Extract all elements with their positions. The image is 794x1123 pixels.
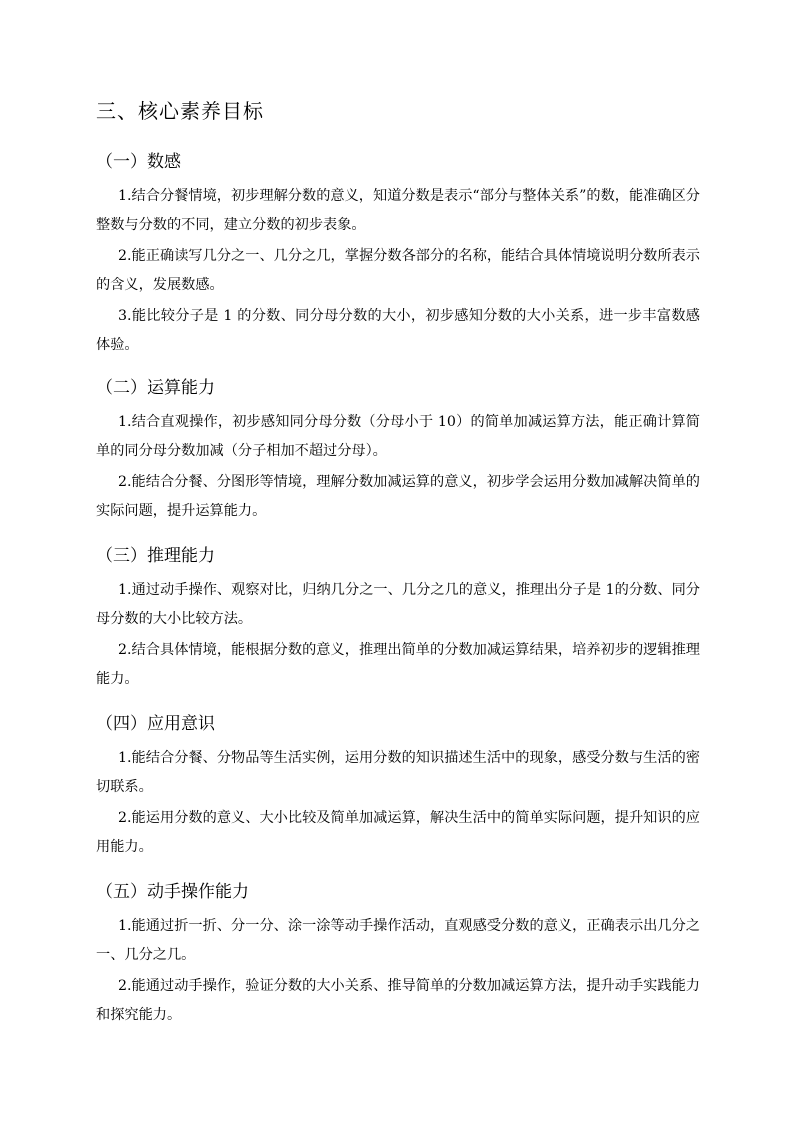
section-number-sense <box>96 150 700 362</box>
section-heading: （三）推理能力 <box>96 546 215 566</box>
paragraph: 3.能比较分子是 1 的分数、同分母分数的大小，初步感知分数的大小关系，进一步丰富数感体验。 <box>96 308 700 353</box>
section-reasoning-ability <box>96 544 700 696</box>
section-heading: （二）运算能力 <box>96 378 215 398</box>
paragraph: 2.能运用分数的意义、大小比较及简单加减运算，解决生活中的简单实际问题，提升知识的应用能力。 <box>96 810 700 855</box>
section-operation-ability <box>96 376 700 528</box>
section-heading: （四）应用意识 <box>96 714 215 734</box>
paragraph: 2.结合具体情境，能根据分数的意义，推理出简单的分数加减运算结果，培养初步的逻辑推理能力。 <box>96 642 700 687</box>
paragraph: 2.能结合分餐、分图形等情境，理解分数加减运算的意义，初步学会运用分数加减解决简单的实际问题，提升运算能力。 <box>96 474 700 519</box>
paragraph: 1.能结合分餐、分物品等生活实例，运用分数的知识描述生活中的现象，感受分数与生活的密切联系。 <box>96 750 700 795</box>
section-heading: （五）动手操作能力 <box>96 882 249 902</box>
paragraph: 1.结合直观操作，初步感知同分母分数（分母小于 10）的简单加减运算方法，能正确计算简单的同分母分数加减（分子相加不超过分母）。 <box>96 414 700 459</box>
section-heading: （一）数感 <box>96 152 181 172</box>
paragraph: 1.结合分餐情境，初步理解分数的意义，知道分数是表示“部分与整体关系”的数，能准确区分整数与分数的不同，建立分数的初步表象。 <box>96 188 700 233</box>
paragraph: 2.能正确读写几分之一、几分之几，掌握分数各部分的名称，能结合具体情境说明分数所表示的含义，发展数感。 <box>96 248 700 293</box>
section-hands-on-ability <box>96 880 700 1032</box>
section-application-awareness <box>96 712 700 864</box>
paragraph: 2.能通过动手操作，验证分数的大小关系、推导简单的分数加减运算方法，提升动手实践能力和探究能力。 <box>96 978 700 1023</box>
paragraph: 1.能通过折一折、分一分、涂一涂等动手操作活动，直观感受分数的意义，正确表示出几分之一、几分之几。 <box>96 918 700 963</box>
page-title: 三、核心素养目标 <box>96 99 264 123</box>
paragraph: 1.通过动手操作、观察对比，归纳几分之一、几分之几的意义，推理出分子是 1的分数、同分母分数的大小比较方法。 <box>96 582 700 627</box>
